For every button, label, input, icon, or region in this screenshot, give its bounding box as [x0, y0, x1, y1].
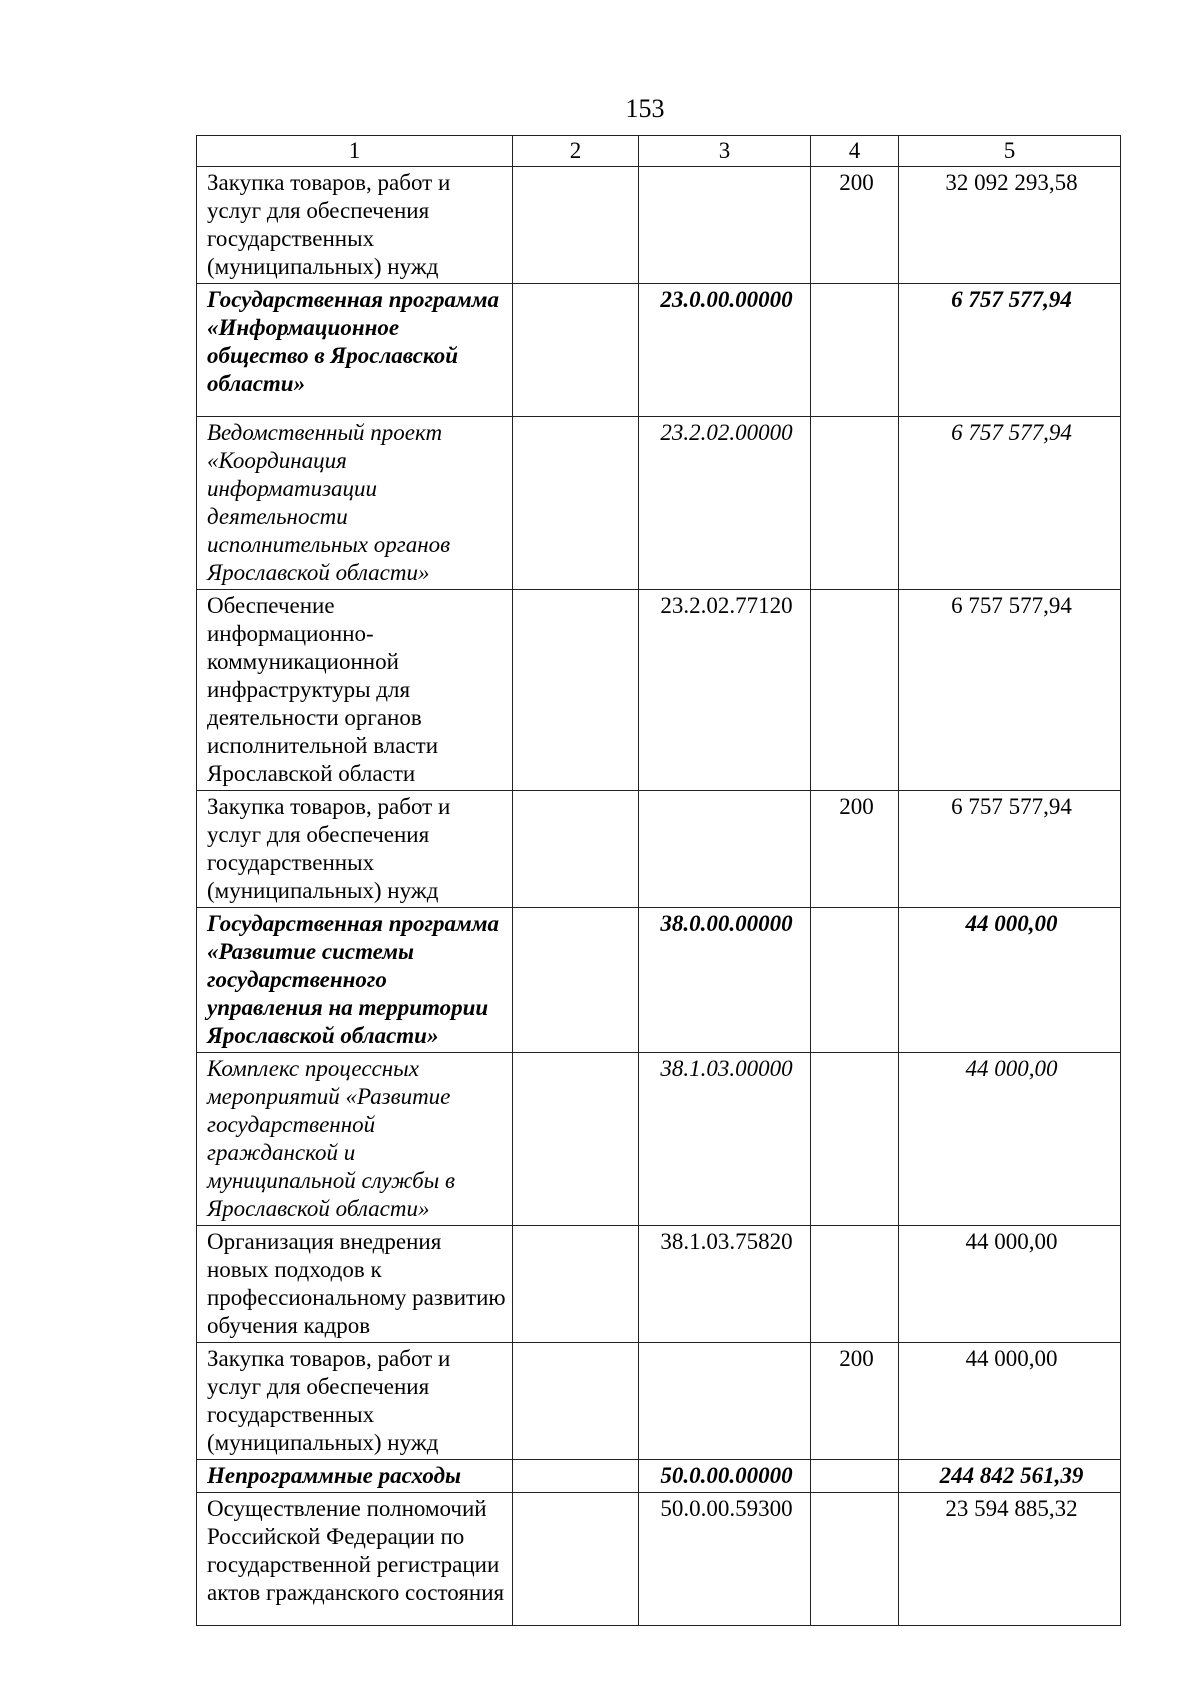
row-code-cell: 23.2.02.00000 [639, 417, 811, 590]
row-code-cell: 38.0.00.00000 [639, 908, 811, 1053]
row-vr-cell: 200 [811, 791, 899, 908]
row-code-cell [639, 1343, 811, 1460]
row-code-cell: 23.0.00.00000 [639, 284, 811, 417]
row-amount-cell: 32 092 293,58 [899, 167, 1121, 284]
table-row [197, 284, 1121, 417]
row-name-cell: Непрограммные расходы [197, 1460, 513, 1493]
table-body [197, 136, 1121, 1626]
row-amount-cell: 44 000,00 [899, 1343, 1121, 1460]
budget-table [196, 135, 1121, 1626]
row-code-cell: 50.0.00.00000 [639, 1460, 811, 1493]
row-amount-cell: 244 842 561,39 [899, 1460, 1121, 1493]
row-name-cell: Закупка товаров, работ и услуг для обеспечения государственных (муниципальных) нужд [197, 167, 513, 284]
row-name-cell: Обеспечение информационно-коммуникационной инфраструктуры для деятельности органов исполнительной власти Ярославской области [197, 590, 513, 791]
row-col2-cell [513, 791, 639, 908]
table-row [197, 908, 1121, 1053]
row-col2-cell [513, 1460, 639, 1493]
row-vr-cell [811, 908, 899, 1053]
row-vr-cell [811, 1053, 899, 1226]
row-code-cell: 38.1.03.75820 [639, 1226, 811, 1343]
row-col2-cell [513, 1343, 639, 1460]
row-vr-cell [811, 1460, 899, 1493]
column-header: 2 [513, 136, 639, 167]
row-name-cell: Государственная программа «Развитие системы государственного управления на территории Ярославской области» [197, 908, 513, 1053]
row-amount-cell: 44 000,00 [899, 1053, 1121, 1226]
row-code-cell [639, 167, 811, 284]
row-vr-cell [811, 284, 899, 417]
row-col2-cell [513, 1053, 639, 1226]
row-amount-cell: 6 757 577,94 [899, 791, 1121, 908]
row-amount-cell: 6 757 577,94 [899, 590, 1121, 791]
row-amount-cell: 23 594 885,32 [899, 1493, 1121, 1626]
row-amount-cell: 6 757 577,94 [899, 284, 1121, 417]
row-code-cell: 38.1.03.00000 [639, 1053, 811, 1226]
row-name-cell: Государственная программа «Информационное общество в Ярославской области» [197, 284, 513, 417]
table-row [197, 1053, 1121, 1226]
header-row [197, 136, 1121, 167]
row-amount-cell: 44 000,00 [899, 1226, 1121, 1343]
row-name-cell: Ведомственный проект «Координация информатизации деятельности исполнительных органов Ярославской области» [197, 417, 513, 590]
row-col2-cell [513, 908, 639, 1053]
row-name-cell: Осуществление полномочий Российской Федерации по государственной регистрации актов гражданского состояния [197, 1493, 513, 1626]
page-number: 153 [625, 94, 665, 123]
table-row [197, 1226, 1121, 1343]
row-name-cell: Комплекс процессных мероприятий «Развитие государственной гражданской и муниципальной службы в Ярославской области» [197, 1053, 513, 1226]
row-amount-cell: 6 757 577,94 [899, 417, 1121, 590]
row-vr-cell [811, 1493, 899, 1626]
table-row [197, 590, 1121, 791]
column-header: 4 [811, 136, 899, 167]
row-code-cell [639, 791, 811, 908]
row-name-cell: Организация внедрения новых подходов к профессиональному развитию обучения кадров [197, 1226, 513, 1343]
table-row [197, 167, 1121, 284]
row-col2-cell [513, 1493, 639, 1626]
row-col2-cell [513, 590, 639, 791]
column-header: 3 [639, 136, 811, 167]
row-vr-cell [811, 590, 899, 791]
row-vr-cell [811, 417, 899, 590]
table-row [197, 1493, 1121, 1626]
row-col2-cell [513, 284, 639, 417]
table-row [197, 417, 1121, 590]
row-name-cell: Закупка товаров, работ и услуг для обеспечения государственных (муниципальных) нужд [197, 1343, 513, 1460]
row-vr-cell: 200 [811, 1343, 899, 1460]
column-header: 1 [197, 136, 513, 167]
row-col2-cell [513, 417, 639, 590]
row-amount-cell: 44 000,00 [899, 908, 1121, 1053]
row-code-cell: 50.0.00.59300 [639, 1493, 811, 1626]
row-vr-cell [811, 1226, 899, 1343]
row-vr-cell: 200 [811, 167, 899, 284]
table-row [197, 1343, 1121, 1460]
row-col2-cell [513, 1226, 639, 1343]
table-row [197, 1460, 1121, 1493]
column-header: 5 [899, 136, 1121, 167]
row-name-cell: Закупка товаров, работ и услуг для обеспечения государственных (муниципальных) нужд [197, 791, 513, 908]
table-row [197, 791, 1121, 908]
row-code-cell: 23.2.02.77120 [639, 590, 811, 791]
row-col2-cell [513, 167, 639, 284]
